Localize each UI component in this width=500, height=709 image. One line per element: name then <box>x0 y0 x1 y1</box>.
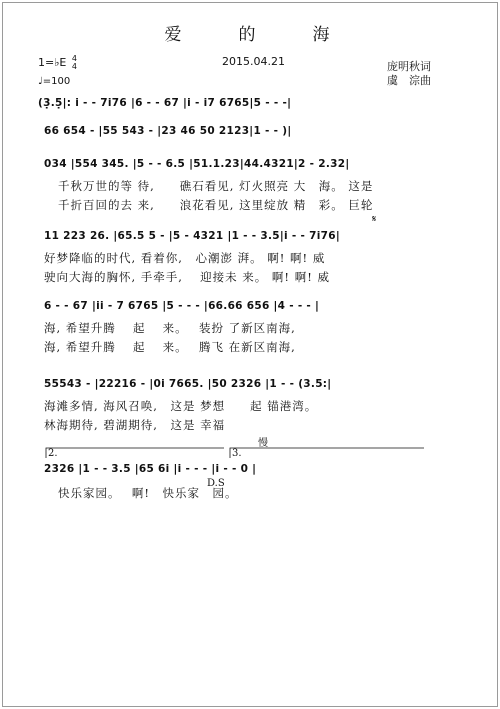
lyricist-credit: 庞明秋词 <box>387 60 431 73</box>
notation-row-1: (3̣.5̣|: i - - 7i76 |6 - - 67 |i - i7 6765|5 - - -| <box>38 97 292 109</box>
lyric-row-6-verse-2: 林海期待, 碧湖期待, 这是 幸福 <box>44 418 226 432</box>
notation-row-5: 6 - - 67 |ii - 7 6765 |5 - - - |66.66 656 |4 - - - | <box>44 300 320 312</box>
lyric-row-6-verse-1: 海滩多情, 海风召唤, 这是 梦想 起 锚港湾。 <box>44 399 318 413</box>
lyric-row-4-verse-2: 驶向大海的胸怀, 手牵手, 迎接未 来。 啊! 啊! 威 <box>44 270 330 284</box>
lyric-row-7: 快乐家园。 啊! 快乐家 园。 <box>58 486 238 500</box>
slow-marking: 慢 <box>258 438 268 449</box>
composer-credit: 虞 淙曲 <box>387 74 431 87</box>
lyric-row-3-verse-2: 千折百回的去 来, 浪花看见, 这里绽放 精 彩。 巨轮 <box>58 198 374 212</box>
notation-row-3: 034 |554 345. |5 - - 6.5 |51.1.23|44.4321|2 - 2.32| <box>44 158 350 170</box>
key-label: 1=♭E <box>38 56 67 69</box>
volta-ending-3: 3. <box>232 448 242 459</box>
lyric-row-5-verse-2: 海, 希望升腾 起 来。 腾飞 在新区南海, <box>44 340 296 354</box>
volta-brackets <box>44 446 464 460</box>
notation-row-6: 55543 - |22216 - |0i 7665. |50 2326 |1 - - (3.5:| <box>44 378 332 390</box>
song-title: 爱 的 海 <box>164 25 350 45</box>
time-signature: 4 4 <box>71 54 77 71</box>
lyric-row-5-verse-1: 海, 希望升腾 起 来。 装扮 了新区南海, <box>44 321 296 335</box>
volta-ending-2: 2. <box>48 448 58 459</box>
dal-segno-mark: D.S <box>207 478 225 489</box>
notation-row-7: 2326 |1 - - 3.5 |65 6i |i - - - |i - - 0 | <box>44 463 257 475</box>
lyric-row-3-verse-1: 千秋万世的等 待, 礁石看见, 灯火照亮 大 海。 这是 <box>58 179 374 193</box>
tempo-marking: ♩=100 <box>38 76 71 87</box>
notation-row-4: 11 223 26. |65.5 5 - |5 - 4321 |1 - - 3.5|i - - 7i76| <box>44 230 340 242</box>
composition-date: 2015.04.21 <box>222 55 285 68</box>
lyric-row-4-verse-1: 好梦降临的时代, 看着你, 心潮澎 湃。 啊! 啊! 威 <box>44 251 326 265</box>
notation-row-2: 66 654 - |55 543 - |23 46 50 2123|1 - - )| <box>44 125 292 137</box>
segno-sign: 𝄋 <box>372 214 377 225</box>
key-signature <box>38 55 77 71</box>
